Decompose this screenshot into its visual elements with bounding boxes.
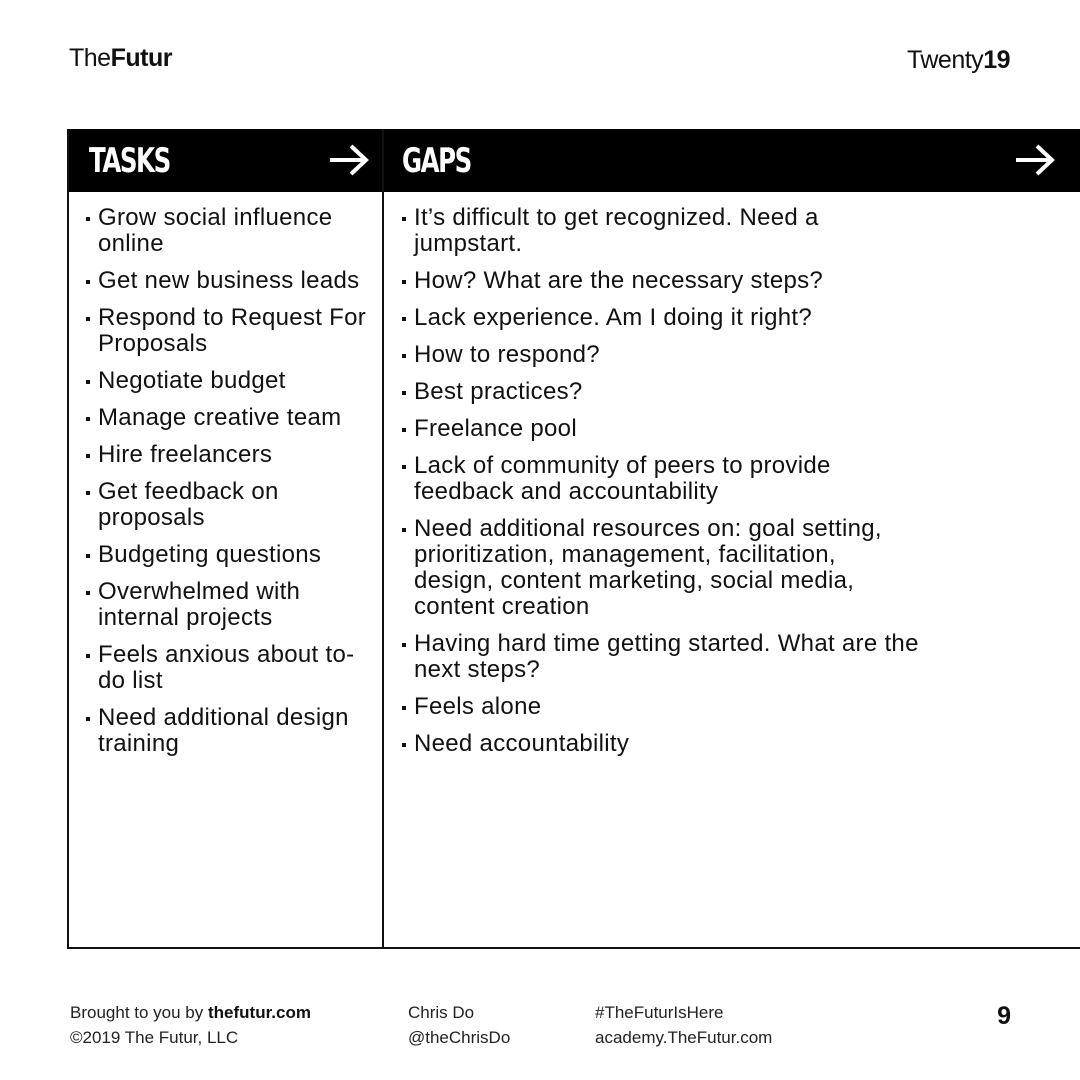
tasks-column xyxy=(83,205,378,768)
list-item: Lack of community of peers to provide feedback and accountability xyxy=(399,453,919,505)
gaps-column xyxy=(399,205,919,768)
author-handle[interactable]: @theChrisDo xyxy=(408,1028,511,1047)
list-item: Lack experience. Am I doing it right? xyxy=(399,305,919,331)
list-item: Budgeting questions xyxy=(83,542,378,568)
footer-credits xyxy=(70,1000,311,1050)
gaps-header xyxy=(384,129,1080,192)
copyright: ©2019 The Futur, LLC xyxy=(70,1028,239,1047)
list-item: Respond to Request For Proposals xyxy=(83,305,378,357)
list-item: Get new business leads xyxy=(83,268,378,294)
list-item: How to respond? xyxy=(399,342,919,368)
edition-bold: 19 xyxy=(983,46,1010,74)
tasks-header-title: TASKS xyxy=(89,141,170,181)
arrow-right-icon xyxy=(328,143,370,177)
list-item: How? What are the necessary steps? xyxy=(399,268,919,294)
brand-logo xyxy=(69,44,172,73)
page-number: 9 xyxy=(997,1002,1011,1030)
footer-links xyxy=(595,1000,772,1050)
tasks-header xyxy=(69,129,382,192)
edition-regular: Twenty xyxy=(906,46,984,74)
list-item: It’s difficult to get recognized. Need a jumpstart. xyxy=(399,205,919,257)
list-item: Grow social influence online xyxy=(83,205,378,257)
list-item: Need additional design training xyxy=(83,705,378,757)
list-item: Need additional resources on: goal setting, prioritization, management, facilitation, design, content marketing, social media, content creation xyxy=(399,516,919,620)
edition-label xyxy=(907,46,1010,75)
list-item: Feels anxious about to-do list xyxy=(83,642,378,694)
arrow-right-icon xyxy=(1014,143,1056,177)
gaps-list xyxy=(399,205,919,757)
list-item: Having hard time getting started. What are the next steps? xyxy=(399,631,919,683)
brought-prefix: Brought to you by xyxy=(70,1003,204,1022)
brought-site-link[interactable]: thefutur.com xyxy=(208,1003,311,1022)
list-item: Overwhelmed with internal projects xyxy=(83,579,378,631)
brand-regular: The xyxy=(69,44,111,72)
tasks-gaps-table xyxy=(67,129,1080,949)
gaps-header-title: GAPS xyxy=(402,141,471,181)
list-item: Feels alone xyxy=(399,694,919,720)
academy-link[interactable]: academy.TheFutur.com xyxy=(595,1028,773,1047)
list-item: Get feedback on proposals xyxy=(83,479,378,531)
list-item: Manage creative team xyxy=(83,405,378,431)
brand-bold: Futur xyxy=(110,44,172,72)
list-item: Negotiate budget xyxy=(83,368,378,394)
list-item: Hire freelancers xyxy=(83,442,378,468)
tasks-list xyxy=(83,205,378,757)
column-divider xyxy=(382,129,384,947)
footer-author xyxy=(408,1000,510,1050)
hashtag[interactable]: #TheFuturIsHere xyxy=(595,1003,724,1022)
author-name: Chris Do xyxy=(408,1003,475,1022)
list-item: Freelance pool xyxy=(399,416,919,442)
list-item: Best practices? xyxy=(399,379,919,405)
list-item: Need accountability xyxy=(399,731,919,757)
